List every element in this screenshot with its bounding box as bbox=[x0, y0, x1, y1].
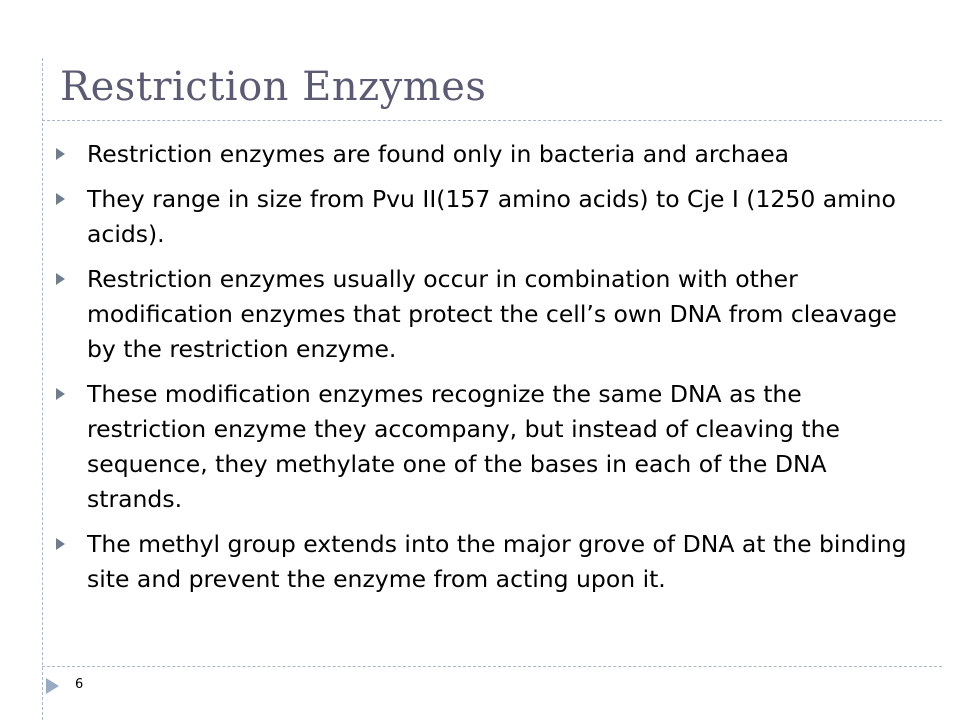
bullet-text: These modification enzymes recognize the same DNA as the restriction enzyme they accompany, but instead of cleaving the sequence, they methylate one of the bases in each of the DNA strands. bbox=[87, 380, 840, 513]
bullet-item bbox=[56, 137, 926, 172]
bullet-text: Restriction enzymes are found only in bacteria and archaea bbox=[87, 140, 790, 168]
bullet-arrow-icon bbox=[56, 538, 65, 550]
bullet-item bbox=[56, 527, 926, 597]
title-divider bbox=[42, 120, 942, 121]
bullet-arrow-icon bbox=[56, 388, 65, 400]
bullet-item bbox=[56, 182, 926, 252]
page-number: 6 bbox=[75, 677, 84, 692]
bullet-arrow-icon bbox=[56, 193, 65, 205]
bullet-item bbox=[56, 377, 926, 517]
bullet-list bbox=[56, 137, 926, 607]
footer-divider bbox=[42, 666, 942, 667]
slide-title: Restriction Enzymes bbox=[60, 64, 487, 110]
bullet-arrow-icon bbox=[56, 148, 65, 160]
footer-arrow-icon bbox=[46, 678, 59, 694]
bullet-arrow-icon bbox=[56, 273, 65, 285]
bullet-text: Restriction enzymes usually occur in combination with other modification enzymes that protect the cell’s own DNA from cleavage by the restriction enzyme. bbox=[87, 265, 897, 363]
bullet-text: The methyl group extends into the major grove of DNA at the binding site and prevent the enzyme from acting upon it. bbox=[87, 530, 907, 593]
bullet-item bbox=[56, 262, 926, 367]
left-divider bbox=[42, 58, 43, 720]
bullet-text: They range in size from Pvu II(157 amino acids) to Cje I (1250 amino acids). bbox=[87, 185, 896, 248]
